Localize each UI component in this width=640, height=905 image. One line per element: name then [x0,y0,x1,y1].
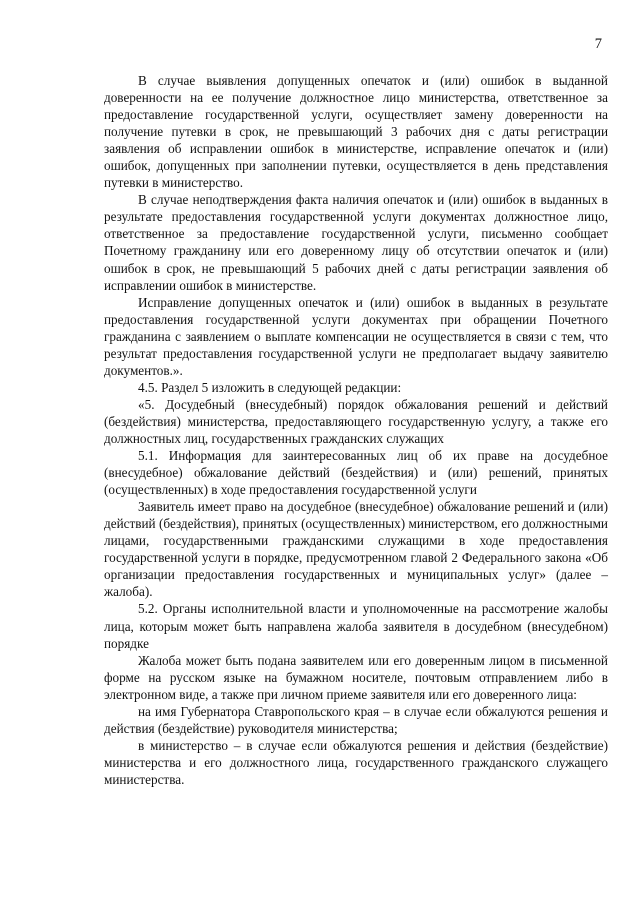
paragraph-governor-appeal: на имя Губернатора Ставропольского края – в случае если обжалуются решения и действия (бездействие) руководителя министерства; [104,703,608,736]
section-5-heading: «5. Досудебный (внесудебный) порядок обжалования решений и действий (бездействия) министерства, предоставляющего государственную услугу, а также его должностных лиц, государственных гражданских служащих [104,396,608,446]
paragraph-ministry-appeal: в министерство – в случае если обжалуются решения и действия (бездействие) министерства и его должностного лица, государственного гражданского служащего министерства. [104,737,608,787]
page-number: 7 [594,36,602,52]
paragraph-complaint-submission: Жалоба может быть подана заявителем или его доверенным лицом в письменной форме на русском языке на бумажном носителе, почтовым отправлением либо в электронном виде, а также при личном приеме заявителя или его доверенного лица: [104,652,608,702]
paragraph-no-errors-confirmed: В случае неподтверждения факта наличия опечаток и (или) ошибок в выданных в результате предоставления государственной услуги документах должностное лицо, ответственное за предоставление государственной услуги, письменно сообщает Почетному гражданину или его доверенному лицу об отсутствии опечаток и (или) ошибок в срок, не превышающий 5 рабочих дней с даты регистрации заявления об исправлении ошибок в министерстве. [104,192,608,293]
document-body [104,72,608,788]
paragraph-typo-correction: В случае выявления допущенных опечаток и (или) ошибок в выданной доверенности на ее получение должностное лицо министерства, ответственное за предоставление государственной услуги, осуществляет замену доверенности на получение путевки в срок, не превышающий 3 рабочих дня с даты регистрации заявления об исправлении ошибок в министерстве, исправление опечаток и (или) ошибок, допущенных при заполнении путевки, осуществляется в день представления путевки в министерство. [104,73,608,191]
subsection-5-2-heading: 5.2. Органы исполнительной власти и уполномоченные на рассмотрение жалобы лица, которым может быть направлена жалоба заявителя в досудебном (внесудебном) порядке [104,601,608,651]
paragraph-right-to-appeal: Заявитель имеет право на досудебное (внесудебное) обжалование решений и (или) действий (бездействия), принятых (осуществленных) министерством, его должностными лицами, государственными гражданскими служащими в ходе предоставления государственной услуги в порядке, предусмотренном главой 2 Федерального закона «Об организации предоставления государственных и муниципальных услуг» (далее – жалоба). [104,499,608,600]
subsection-5-1-heading: 5.1. Информация для заинтересованных лиц об их праве на досудебное (внесудебное) обжалование действий (бездействия) и (или) решений, принятых (осуществленных) в ходе предоставления государственной услуги [104,448,608,498]
paragraph-compensation-correction: Исправление допущенных опечаток и (или) ошибок в выданных в результате предоставления государственной услуги документах при обращении Почетного гражданина с заявлением о выплате компенсации не осуществляется в связи с тем, что результат предоставления государственной услуги не предполагает выдачу заявителю документов.». [104,294,608,378]
paragraph-section-5-amendment: 4.5. Раздел 5 изложить в следующей редакции: [138,379,402,395]
